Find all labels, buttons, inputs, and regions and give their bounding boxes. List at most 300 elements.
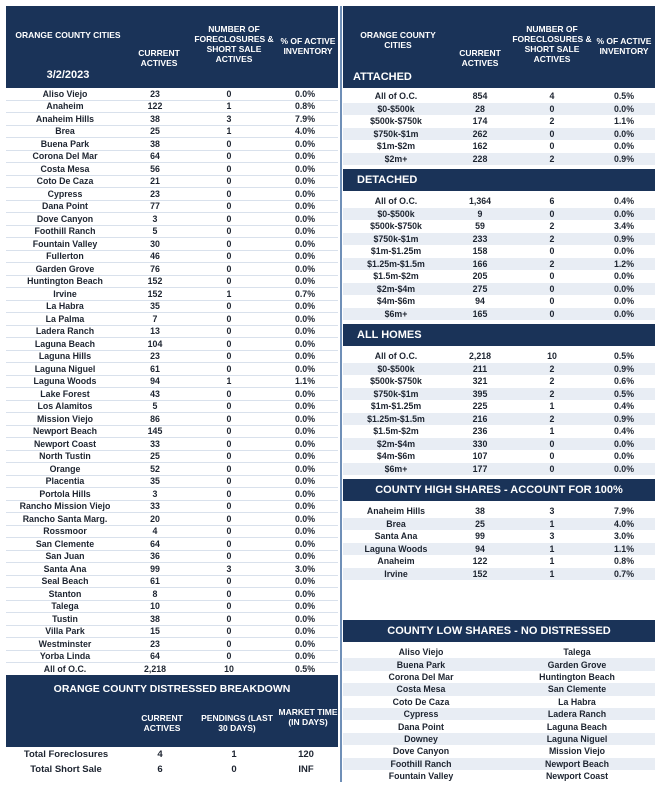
allhomes-row <box>343 350 655 363</box>
pct-inventory: 0.7% <box>613 568 635 579</box>
city-row <box>6 251 338 264</box>
pct-inventory: 0.0% <box>294 388 316 399</box>
distressed-count: 2 <box>549 258 555 269</box>
city-name: Talega <box>51 601 79 612</box>
city-row <box>6 276 338 289</box>
city-name: Ladera Ranch <box>35 326 95 337</box>
city-name: Mission Viejo <box>36 413 94 424</box>
distressed-count: 0 <box>549 246 555 257</box>
distressed-count: 0 <box>226 351 232 362</box>
allhomes-row <box>343 463 655 476</box>
city-name: Laguna Woods <box>33 376 97 387</box>
distressed-count: 0 <box>549 103 555 114</box>
current-actives: 33 <box>150 501 160 512</box>
city-name-right: Newport Coast <box>545 771 609 782</box>
attached-rows <box>343 90 655 165</box>
city-name: Laguna Hills <box>38 351 92 362</box>
city-name: San Clemente <box>35 538 95 549</box>
pct-inventory: 0.0% <box>613 246 635 257</box>
city-name: Foothill Ranch <box>34 226 96 237</box>
city-name: Huntington Beach <box>27 276 103 287</box>
city-name: Rancho Mission Viejo <box>19 501 111 512</box>
city-name-left: Downey <box>404 733 438 744</box>
current-actives: 25 <box>150 451 160 462</box>
city-name: Dove Canyon <box>36 213 94 224</box>
city-name: Anaheim <box>46 101 84 112</box>
distressed-breakdown <box>6 675 338 777</box>
segment-label: $750k-$1m <box>373 233 419 244</box>
city-name-left: Dana Point <box>398 721 444 732</box>
city-row <box>6 126 338 139</box>
allhomes-row <box>343 413 655 426</box>
city-name: Corona Del Mar <box>32 151 98 162</box>
city-row <box>6 526 338 539</box>
city-name: Villa Park <box>45 626 85 637</box>
distressed-count: 0 <box>549 308 555 319</box>
col-distressed-count: NUMBER OF FORECLOSURES & SHORT SALE ACTIVES <box>194 24 274 64</box>
city-row <box>6 626 338 639</box>
cities-rows <box>6 88 338 676</box>
pct-inventory: 0.0% <box>294 176 316 187</box>
low-share-row <box>343 708 655 720</box>
allhomes-rows <box>343 350 655 475</box>
high-share-row <box>343 568 655 581</box>
pct-inventory: 0.0% <box>294 401 316 412</box>
segment-label: $1m-$1.25m <box>370 401 422 412</box>
detached-row <box>343 258 655 271</box>
cities-table-header <box>6 6 338 88</box>
city-name: Santa Ana <box>374 531 418 542</box>
distressed-count: 0 <box>226 438 232 449</box>
city-name-right: La Habra <box>558 696 596 707</box>
city-name-left: Foothill Ranch <box>390 758 452 769</box>
city-row <box>6 601 338 614</box>
pct-inventory: 0.4% <box>613 426 635 437</box>
col-distressed-count: NUMBER OF FORECLOSURES & SHORT SALE ACTIVES <box>512 24 592 64</box>
city-name: Buena Park <box>40 138 90 149</box>
pct-inventory: 0.5% <box>294 663 316 674</box>
distressed-count: 0 <box>226 176 232 187</box>
attached-row <box>343 128 655 141</box>
low-share-row <box>343 770 655 782</box>
distressed-count: 10 <box>547 351 557 362</box>
low-share-row <box>343 696 655 708</box>
current-actives: 23 <box>150 88 160 99</box>
distressed-count: 0 <box>226 238 232 249</box>
distressed-type: Total Foreclosures <box>23 749 109 760</box>
pct-inventory: 4.0% <box>613 518 635 529</box>
distressed-row <box>6 762 338 777</box>
col-current-actives: CURRENT ACTIVES <box>459 48 501 68</box>
current-actives: 64 <box>150 151 160 162</box>
distressed-count: 2 <box>549 363 555 374</box>
segment-label: $500k-$750k <box>370 376 422 387</box>
segment-label: $4m-$6m <box>376 296 416 307</box>
segment-label: $0-$500k <box>377 208 415 219</box>
col-pendings: PENDINGS (LAST 30 DAYS) <box>201 713 273 733</box>
current-actives: 21 <box>150 176 160 187</box>
pct-inventory: 0.0% <box>294 651 316 662</box>
pct-inventory: 0.0% <box>613 438 635 449</box>
city-row <box>6 388 338 401</box>
city-name: Seal Beach <box>41 576 89 587</box>
pct-inventory: 0.0% <box>294 301 316 312</box>
detached-row <box>343 233 655 246</box>
section-attached: ATTACHED <box>353 71 412 83</box>
current-actives: 33 <box>150 438 160 449</box>
pct-inventory: 0.8% <box>294 101 316 112</box>
city-name-right: Talega <box>563 647 591 658</box>
distressed-count: 3 <box>226 563 232 574</box>
city-name: Anaheim Hills <box>366 506 426 517</box>
city-name-left: Coto De Caza <box>392 696 450 707</box>
current-actives: 64 <box>150 651 160 662</box>
distressed-count: 4 <box>549 91 555 102</box>
allhomes-row <box>343 400 655 413</box>
current-actives: 4 <box>152 526 158 537</box>
city-name: Portola Hills <box>39 488 91 499</box>
city-row <box>6 563 338 576</box>
low-share-row <box>343 683 655 695</box>
city-row <box>6 501 338 514</box>
low-shares-rows <box>343 646 655 782</box>
current-actives: 30 <box>150 238 160 249</box>
city-name: Costa Mesa <box>40 163 90 174</box>
current-actives: 211 <box>472 363 488 374</box>
distressed-count: 2 <box>549 413 555 424</box>
current-actives: 15 <box>150 626 160 637</box>
pct-inventory: 3.4% <box>613 221 635 232</box>
high-share-row <box>343 543 655 556</box>
current-actives: 43 <box>150 388 160 399</box>
city-name: Brea <box>55 126 75 137</box>
pct-inventory: 0.0% <box>613 451 635 462</box>
high-share-row <box>343 505 655 518</box>
distressed-count: 0 <box>549 271 555 282</box>
city-name: Garden Grove <box>35 263 95 274</box>
distressed-count: 0 <box>226 251 232 262</box>
pct-inventory: 7.9% <box>294 113 316 124</box>
distressed-count: 1 <box>549 518 555 529</box>
city-name: Santa Ana <box>43 563 87 574</box>
low-share-row <box>343 720 655 732</box>
city-row <box>6 438 338 451</box>
distressed-count: 1 <box>549 426 555 437</box>
detached-rows <box>343 195 655 320</box>
city-row <box>6 663 338 676</box>
city-row <box>6 163 338 176</box>
section-high-shares: COUNTY HIGH SHARES - ACCOUNT FOR 100% <box>343 479 655 501</box>
distressed-count: 0 <box>226 476 232 487</box>
current-actives: 61 <box>150 576 160 587</box>
pct-inventory: 0.5% <box>613 91 635 102</box>
section-all-homes: ALL HOMES <box>343 324 655 346</box>
city-name: Lake Forest <box>40 388 90 399</box>
distressed-count: 0 <box>226 651 232 662</box>
distressed-count: 0 <box>226 551 232 562</box>
distressed-count: 3 <box>549 506 555 517</box>
pct-inventory: 1.1% <box>294 376 316 387</box>
distressed-count: 0 <box>226 638 232 649</box>
current-actives: 3 <box>152 213 158 224</box>
col-pct-inventory: % OF ACTIVE INVENTORY <box>596 36 652 56</box>
city-name-right: Huntington Beach <box>539 671 615 682</box>
distressed-count: 0 <box>549 438 555 449</box>
segment-label: All of O.C. <box>374 91 418 102</box>
pct-inventory: 0.0% <box>613 463 635 474</box>
pct-inventory: 0.0% <box>294 538 316 549</box>
current-actives: 76 <box>150 263 160 274</box>
distressed-count: 3 <box>549 531 555 542</box>
current-actives: 86 <box>150 413 160 424</box>
city-name: Fullerton <box>46 251 84 262</box>
report-date: 3/2/2023 <box>46 69 90 81</box>
city-row <box>6 263 338 276</box>
current-actives: 177 <box>472 463 488 474</box>
segment-label: $6m+ <box>384 308 408 319</box>
distressed-header <box>6 703 338 747</box>
city-row <box>6 88 338 101</box>
attached-row <box>343 103 655 116</box>
low-share-row <box>343 671 655 683</box>
distressed-count: 0 <box>226 326 232 337</box>
city-name: Dana Point <box>42 201 88 212</box>
current-actives: 174 <box>472 116 488 127</box>
city-name-left: Dove Canyon <box>392 746 450 757</box>
pct-inventory: 4.0% <box>294 126 316 137</box>
detached-row <box>343 208 655 221</box>
segment-label: $2m+ <box>384 153 408 164</box>
distressed-count: 0 <box>226 401 232 412</box>
distressed-count: 0 <box>226 138 232 149</box>
city-name-right: Laguna Niguel <box>546 733 608 744</box>
distressed-count: 3 <box>226 113 232 124</box>
distressed-count: 2 <box>549 388 555 399</box>
city-row <box>6 188 338 201</box>
pct-inventory: 0.0% <box>294 151 316 162</box>
current-actives: 152 <box>472 568 488 579</box>
city-name: La Palma <box>45 313 85 324</box>
distressed-row <box>6 747 338 762</box>
col-current-actives: CURRENT ACTIVES <box>141 713 183 733</box>
current-actives: 23 <box>150 351 160 362</box>
city-row <box>6 638 338 651</box>
city-row <box>6 213 338 226</box>
distressed-count: 2 <box>549 153 555 164</box>
segment-label: $2m-$4m <box>376 438 416 449</box>
cities-title: ORANGE COUNTY CITIES <box>15 30 121 40</box>
low-share-row <box>343 758 655 770</box>
distressed-count: 0 <box>549 451 555 462</box>
segment-label: $0-$500k <box>377 103 415 114</box>
current-actives: 77 <box>150 201 160 212</box>
current-actives: 854 <box>472 91 488 102</box>
current-actives: 152 <box>147 276 163 287</box>
distressed-count: 0 <box>226 388 232 399</box>
distressed-count: 2 <box>549 233 555 244</box>
current-actives: 9 <box>477 208 483 219</box>
pct-inventory: 0.0% <box>294 513 316 524</box>
low-share-row <box>343 745 655 757</box>
pct-inventory: 0.0% <box>294 351 316 362</box>
city-name-left: Corona Del Mar <box>388 671 454 682</box>
current-actives: 4 <box>157 749 163 760</box>
pct-inventory: 0.0% <box>613 271 635 282</box>
distressed-count: 2 <box>549 376 555 387</box>
distressed-count: 0 <box>226 488 232 499</box>
current-actives: 321 <box>472 376 488 387</box>
current-actives: 99 <box>150 563 160 574</box>
distressed-count: 0 <box>226 263 232 274</box>
current-actives: 38 <box>150 138 160 149</box>
city-name: Irvine <box>53 288 77 299</box>
low-share-row <box>343 658 655 670</box>
city-name-left: Fountain Valley <box>388 771 454 782</box>
current-actives: 2,218 <box>143 663 166 674</box>
distressed-count: 0 <box>226 363 232 374</box>
current-actives: 162 <box>472 141 488 152</box>
section-low-shares: COUNTY LOW SHARES - NO DISTRESSED <box>343 620 655 642</box>
attached-row <box>343 153 655 166</box>
city-row <box>6 113 338 126</box>
detached-row <box>343 220 655 233</box>
city-row <box>6 363 338 376</box>
pct-inventory: 0.0% <box>294 463 316 474</box>
pct-inventory: 0.4% <box>613 196 635 207</box>
city-name: Anaheim Hills <box>35 113 95 124</box>
current-actives: 20 <box>150 513 160 524</box>
city-name: Rancho Santa Marg. <box>22 513 108 524</box>
city-row <box>6 401 338 414</box>
city-name: Laguna Beach <box>34 338 96 349</box>
city-name-right: Mission Viejo <box>548 746 606 757</box>
pct-inventory: 0.6% <box>613 376 635 387</box>
city-name-left: Costa Mesa <box>396 684 446 695</box>
distressed-count: 0 <box>226 513 232 524</box>
market-time: 120 <box>298 749 314 760</box>
pct-inventory: 3.0% <box>613 531 635 542</box>
city-row <box>6 351 338 364</box>
distressed-count: 0 <box>226 301 232 312</box>
distressed-count: 0 <box>549 141 555 152</box>
pct-inventory: 0.0% <box>294 326 316 337</box>
current-actives: 52 <box>150 463 160 474</box>
detached-row <box>343 195 655 208</box>
current-actives: 25 <box>475 518 485 529</box>
city-name: Stanton <box>48 588 82 599</box>
distressed-count: 0 <box>226 538 232 549</box>
pct-inventory: 0.0% <box>613 308 635 319</box>
pct-inventory: 0.8% <box>613 556 635 567</box>
distressed-count: 1 <box>549 568 555 579</box>
segments-title: ORANGE COUNTY CITIES <box>360 30 436 50</box>
city-name: Aliso Viejo <box>42 88 88 99</box>
distressed-count: 0 <box>226 576 232 587</box>
market-time: INF <box>298 764 314 775</box>
detached-row <box>343 295 655 308</box>
distressed-count: 0 <box>226 451 232 462</box>
city-row <box>6 588 338 601</box>
distressed-count: 0 <box>549 463 555 474</box>
column-divider <box>340 6 342 782</box>
distressed-count: 1 <box>226 101 232 112</box>
city-row <box>6 326 338 339</box>
city-row <box>6 488 338 501</box>
pendings: 1 <box>231 749 237 760</box>
distressed-count: 0 <box>226 413 232 424</box>
city-row <box>6 513 338 526</box>
city-name-right: Garden Grove <box>547 659 607 670</box>
current-actives: 228 <box>472 153 488 164</box>
pct-inventory: 0.0% <box>294 213 316 224</box>
pct-inventory: 0.0% <box>294 526 316 537</box>
pct-inventory: 0.7% <box>294 288 316 299</box>
distressed-count: 1 <box>226 126 232 137</box>
city-row <box>6 338 338 351</box>
distressed-count: 0 <box>226 463 232 474</box>
segment-label: $1.25m-$1.5m <box>367 413 425 424</box>
pct-inventory: 0.9% <box>613 413 635 424</box>
pct-inventory: 1.2% <box>613 258 635 269</box>
city-name: Orange <box>49 463 81 474</box>
city-name: La Habra <box>46 301 84 312</box>
distressed-count: 0 <box>226 188 232 199</box>
current-actives: 166 <box>472 258 488 269</box>
current-actives: 35 <box>150 476 160 487</box>
distressed-count: 0 <box>226 613 232 624</box>
pct-inventory: 0.9% <box>613 233 635 244</box>
distressed-count: 0 <box>549 283 555 294</box>
city-row <box>6 226 338 239</box>
current-actives: 25 <box>150 126 160 137</box>
pct-inventory: 0.0% <box>294 251 316 262</box>
pct-inventory: 0.0% <box>294 488 316 499</box>
current-actives: 28 <box>475 103 485 114</box>
current-actives: 35 <box>150 301 160 312</box>
city-row <box>6 238 338 251</box>
city-row <box>6 426 338 439</box>
city-name: Tustin <box>52 613 78 624</box>
segment-label: $6m+ <box>384 463 408 474</box>
allhomes-row <box>343 450 655 463</box>
pct-inventory: 0.0% <box>613 208 635 219</box>
attached-row <box>343 140 655 153</box>
pct-inventory: 0.0% <box>294 263 316 274</box>
spacer <box>343 580 655 616</box>
city-name-right: Ladera Ranch <box>547 709 607 720</box>
city-row <box>6 551 338 564</box>
distressed-count: 1 <box>549 401 555 412</box>
current-actives: 225 <box>472 401 488 412</box>
current-actives: 395 <box>472 388 488 399</box>
current-actives: 38 <box>150 613 160 624</box>
city-row <box>6 538 338 551</box>
pct-inventory: 0.0% <box>294 188 316 199</box>
segments-table <box>343 6 655 782</box>
current-actives: 3 <box>152 488 158 499</box>
current-actives: 236 <box>472 426 488 437</box>
current-actives: 122 <box>147 101 163 112</box>
city-row <box>6 101 338 114</box>
segment-label: $1.5m-$2m <box>373 271 419 282</box>
distressed-count: 0 <box>226 151 232 162</box>
current-actives: 152 <box>147 288 163 299</box>
segment-label: $4m-$6m <box>376 451 416 462</box>
distressed-count: 0 <box>226 601 232 612</box>
current-actives: 8 <box>152 588 158 599</box>
segment-label: $1m-$1.25m <box>370 246 422 257</box>
segment-label: $500k-$750k <box>370 221 422 232</box>
